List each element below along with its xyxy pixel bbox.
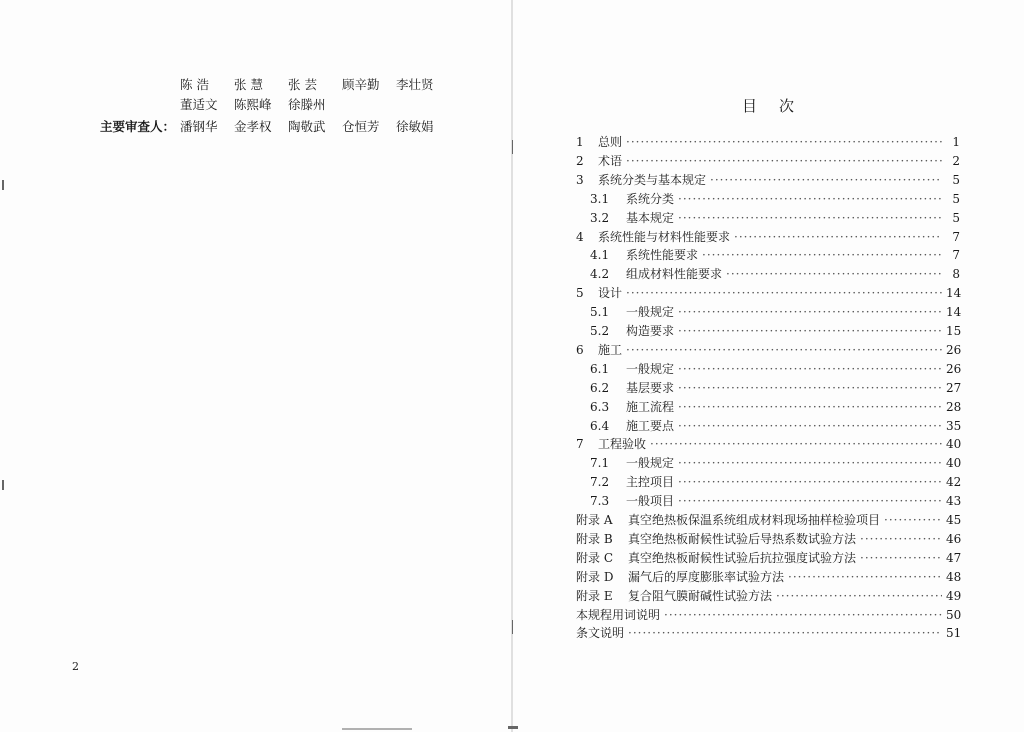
toc-entry-number: 3.1 — [590, 191, 610, 206]
toc-entry-page: 48 — [946, 569, 962, 584]
toc-entry-page: 14 — [946, 286, 962, 301]
staff-row — [0, 76, 512, 94]
toc-entry-number: 5 — [576, 286, 584, 301]
toc-entry-number: 7.3 — [590, 494, 610, 509]
toc-entry-page: 7 — [952, 248, 960, 263]
toc-leader-dots — [628, 624, 942, 642]
toc-leader-dots — [678, 417, 942, 435]
toc-entry-page: 49 — [946, 588, 962, 603]
toc-entry-page: 8 — [952, 267, 960, 282]
toc-leader-dots — [678, 322, 942, 340]
staff-name: 潘钢华 — [180, 119, 218, 134]
toc-title: 目次 — [742, 97, 817, 115]
toc-entry-number: 附录 E — [576, 588, 613, 603]
toc-leader-dots — [678, 379, 942, 397]
toc-entry-number: 附录 B — [576, 531, 613, 546]
toc-entry-number: 6.3 — [590, 399, 610, 414]
toc-leader-dots — [626, 341, 942, 359]
toc-entry — [576, 549, 960, 567]
staff-name: 徐滕州 — [288, 97, 326, 112]
toc-entry-number: 6.2 — [590, 380, 610, 395]
toc-leader-dots — [678, 398, 942, 416]
toc-entry — [576, 228, 960, 246]
toc-entry-title: 复合阻气膜耐碱性试验方法 — [628, 588, 773, 603]
toc-leader-dots — [678, 303, 942, 321]
staff-name: 徐敏娟 — [396, 119, 434, 134]
toc-entry-title: 施工 — [598, 342, 623, 357]
toc-entry-page: 46 — [946, 531, 962, 546]
toc-entry — [576, 152, 960, 170]
toc-entry-number: 3.2 — [590, 210, 610, 225]
toc-entry-title: 构造要求 — [626, 324, 675, 338]
toc-leader-dots — [788, 568, 942, 586]
scan-mark — [512, 620, 513, 634]
toc-entry — [576, 265, 960, 283]
toc-entry-page: 35 — [946, 418, 962, 433]
toc-entry-number: 5.2 — [590, 324, 610, 338]
staff-name: 金孝权 — [234, 119, 272, 134]
toc-leader-dots — [678, 473, 942, 491]
toc-entry-page: 28 — [946, 399, 962, 414]
toc-entry-title: 施工流程 — [626, 399, 675, 414]
toc-entry-number: 7 — [576, 437, 584, 452]
toc-entry-title: 组成材料性能要求 — [626, 267, 723, 282]
toc-leader-dots — [884, 511, 942, 529]
toc-leader-dots — [626, 284, 942, 302]
scan-mark — [508, 726, 518, 729]
toc-entry — [576, 624, 960, 642]
toc-entry-title: 总则 — [598, 135, 623, 149]
toc-leader-dots — [678, 190, 942, 208]
toc-entry — [576, 190, 960, 208]
toc-leader-dots — [860, 549, 942, 567]
page-number: 2 — [72, 660, 79, 673]
toc-entry — [576, 473, 960, 491]
toc-leader-dots — [734, 228, 942, 246]
toc-entry — [576, 511, 960, 529]
toc-entry-title: 一般规定 — [626, 456, 675, 471]
toc-entry-number: 6 — [576, 342, 584, 357]
toc-leader-dots — [678, 209, 942, 227]
toc-entry-page: 15 — [946, 324, 962, 338]
toc-entry — [576, 209, 960, 227]
toc-entry-page: 45 — [946, 513, 962, 527]
toc-leader-dots — [726, 265, 942, 283]
staff-name: 董适文 — [180, 97, 218, 112]
scan-mark — [2, 480, 4, 490]
toc-entry-page: 14 — [946, 305, 962, 320]
toc-entry-page: 2 — [952, 153, 960, 168]
scan-mark — [342, 728, 412, 730]
scan-mark — [512, 140, 513, 154]
staff-name: 陈 浩 — [180, 77, 209, 92]
toc-leader-dots — [860, 530, 942, 548]
toc-entry — [576, 417, 960, 435]
toc-entry-number: 4 — [576, 229, 584, 244]
toc-entry — [576, 284, 960, 302]
toc-entry-number: 4.2 — [590, 267, 610, 282]
toc-entry — [576, 530, 960, 548]
toc-entry-page: 42 — [946, 475, 962, 490]
toc-leader-dots — [626, 133, 942, 151]
toc-entry-title: 主控项目 — [626, 475, 675, 490]
toc-entry-title: 条文说明 — [576, 626, 625, 641]
toc-entry-page: 40 — [946, 456, 962, 471]
toc-leader-dots — [678, 360, 942, 378]
toc-entry-title: 系统性能要求 — [626, 248, 699, 263]
toc-entry-number: 6.1 — [590, 361, 610, 376]
toc-entry-title: 工程验收 — [598, 437, 647, 452]
toc-entry-title: 术语 — [598, 153, 623, 168]
toc-entry-number: 6.4 — [590, 418, 610, 433]
toc-entry-number: 4.1 — [590, 248, 610, 263]
staff-row — [0, 96, 512, 114]
toc-entry-title: 系统分类与基本规定 — [598, 172, 707, 187]
toc-entry-number: 3 — [576, 172, 584, 187]
toc-leader-dots — [664, 606, 942, 624]
toc-entry — [576, 171, 960, 189]
toc-entry-page: 40 — [946, 437, 962, 452]
toc-entry-title: 一般规定 — [626, 305, 675, 320]
toc-entry — [576, 246, 960, 264]
toc-entry — [576, 587, 960, 605]
toc-leader-dots — [650, 435, 942, 453]
toc-entry-title: 基本规定 — [626, 210, 675, 225]
reviewers-label: 主要审查人： — [100, 119, 176, 134]
toc-leader-dots — [626, 152, 942, 170]
toc-entry-number: 附录 D — [576, 569, 614, 584]
toc-leader-dots — [678, 492, 942, 510]
staff-name: 张 芸 — [288, 77, 317, 92]
toc-entry-title: 一般规定 — [626, 361, 675, 376]
toc-entry — [576, 398, 960, 416]
toc-entry-page: 43 — [946, 494, 962, 509]
toc-entry — [576, 379, 960, 397]
toc-entry-title: 一般项目 — [626, 494, 675, 509]
toc-entry-title: 设计 — [598, 286, 623, 301]
toc-leader-dots — [702, 246, 942, 264]
toc-entry-number: 1 — [576, 135, 584, 149]
toc-leader-dots — [678, 454, 942, 472]
scan-mark — [2, 180, 4, 190]
toc-entry-page: 7 — [952, 229, 960, 244]
toc-entry — [576, 322, 960, 340]
toc-entry-title: 真空绝热板耐候性试验后抗拉强度试验方法 — [628, 550, 857, 565]
staff-name: 陈熙峰 — [234, 97, 272, 112]
staff-name: 顾辛勤 — [342, 77, 380, 92]
toc-entry-page: 50 — [946, 607, 962, 622]
staff-name: 仓恒芳 — [342, 119, 380, 134]
toc-entry-page: 47 — [946, 550, 962, 565]
toc-entry-title: 系统分类 — [626, 191, 675, 206]
toc-entry-page: 26 — [946, 361, 962, 376]
toc-entry-number: 附录 C — [576, 550, 613, 565]
toc-entry-number: 7.1 — [590, 456, 610, 471]
toc-leader-dots — [710, 171, 942, 189]
toc-entry-page: 27 — [946, 380, 962, 395]
staff-row — [0, 118, 512, 136]
toc-entry — [576, 435, 960, 453]
toc-leader-dots — [776, 587, 942, 605]
toc-entry — [576, 454, 960, 472]
toc-entry — [576, 492, 960, 510]
toc-entry-title: 施工要点 — [626, 418, 675, 433]
toc-entry — [576, 133, 960, 151]
toc-entry-number: 7.2 — [590, 475, 610, 490]
toc-entry-page: 5 — [952, 210, 960, 225]
toc-entry-page: 1 — [952, 135, 960, 149]
toc-entry-page: 51 — [946, 626, 962, 641]
toc-entry-title: 漏气后的厚度膨胀率试验方法 — [628, 569, 785, 584]
toc-entry-title: 系统性能与材料性能要求 — [598, 229, 731, 244]
toc-entry — [576, 568, 960, 586]
toc-entry-number: 2 — [576, 153, 584, 168]
toc-entry-title: 本规程用词说明 — [576, 607, 661, 622]
toc-entry-title: 基层要求 — [626, 380, 675, 395]
toc-entry-page: 5 — [952, 172, 960, 187]
toc-entry-page: 5 — [952, 191, 960, 206]
staff-name: 李壮贤 — [396, 77, 434, 92]
toc-entry-number: 5.1 — [590, 305, 610, 320]
toc-entry-number: 附录 A — [576, 513, 613, 527]
toc-entry — [576, 341, 960, 359]
toc-entry — [576, 606, 960, 624]
toc-entry — [576, 303, 960, 321]
staff-name: 陶敬武 — [288, 119, 326, 134]
toc-entry-page: 26 — [946, 342, 962, 357]
toc-entry-title: 真空绝热板保温系统组成材料现场抽样检验项目 — [628, 513, 881, 527]
toc-entry — [576, 360, 960, 378]
staff-name: 张 慧 — [234, 77, 263, 92]
toc-entry-title: 真空绝热板耐候性试验后导热系数试验方法 — [628, 531, 857, 546]
